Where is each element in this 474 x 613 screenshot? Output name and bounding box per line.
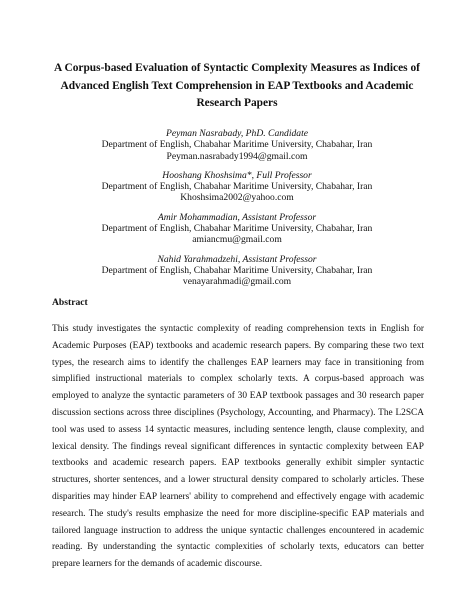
abstract-line: simplified instructional materials to complex scholarly texts. A corpus-based approach was <box>52 374 424 385</box>
author-block <box>40 170 434 204</box>
author-name: Peyman Nasrabady, PhD. Candidate <box>165 128 309 139</box>
abstract-line: employed to analyze the syntactic parameters of 30 EAP textbook passages and 30 research paper <box>52 391 424 402</box>
author-block <box>40 128 434 162</box>
abstract-line: structures, shorter sentences, and a lower structural density compared to scholarly articles. These <box>52 475 424 486</box>
author-affiliation: Department of English, Chabahar Maritime University, Chabahar, Iran <box>101 139 373 151</box>
abstract-body <box>52 321 424 573</box>
abstract-line: lexical density. The findings reveal significant differences in syntactic complexity between EAP <box>52 441 424 452</box>
abstract-line: disparities may hinder EAP learners' ability to comprehend and effectively engage with academic <box>52 491 424 502</box>
author-email: amiancmu@gmail.com <box>192 234 282 246</box>
author-name: Nahid Yarahmadzehi, Assistant Professor <box>157 253 317 265</box>
title-line: Advanced English Text Comprehension in EAP Textbooks and Academic <box>60 79 414 92</box>
author-name: Amir Mohammadian, Assistant Professor <box>157 211 317 223</box>
author-block <box>40 212 434 246</box>
author-email: venayarahmadi@gmail.com <box>182 276 292 288</box>
paper-title <box>40 60 434 113</box>
abstract-line: research. The study's results emphasize the need for more discipline-specific EAP materials and <box>52 508 424 519</box>
abstract-line: discussion sections across three disciplines (Psychology, Accounting, and Pharmacy). The L2SCA <box>52 407 424 418</box>
author-list <box>40 128 434 296</box>
abstract-line: This study investigates the syntactic complexity of reading comprehension texts in English for <box>52 324 424 334</box>
author-affiliation: Department of English, Chabahar Maritime University, Chabahar, Iran <box>101 264 373 276</box>
abstract-line: tailored language instruction to address the unique syntactic challenges encountered in academic <box>52 525 424 536</box>
abstract-line: prepare learners for the demands of academic discourse. <box>52 559 263 570</box>
title-line: Research Papers <box>196 97 278 109</box>
abstract-line: reading. By understanding the syntactic complexities of scholarly texts, educators can better <box>52 542 424 553</box>
abstract-line: Academic Purposes (EAP) textbooks and academic research papers. By comparing these two text <box>52 340 424 351</box>
author-email: Khoshsima2002@yahoo.com <box>180 192 294 204</box>
author-email: Peyman.nasrabady1994@gmail.com <box>166 150 308 162</box>
author-block <box>40 254 434 288</box>
author-name: Hooshang Khoshsima*, Full Professor <box>162 169 312 181</box>
abstract-heading: Abstract <box>52 297 88 308</box>
abstract-line: textbooks and academic research papers. EAP textbooks generally exhibit simpler syntactic <box>52 458 424 469</box>
abstract-line: types, the research aims to identify the challenges EAP learners may face in transitioning from <box>52 357 424 368</box>
author-affiliation: Department of English, Chabahar Maritime University, Chabahar, Iran <box>101 181 373 193</box>
abstract-line: tool was used to assess 14 syntactic measures, including sentence length, clause complexity, and <box>52 424 424 435</box>
author-affiliation: Department of English, Chabahar Maritime University, Chabahar, Iran <box>101 223 373 235</box>
title-line: A Corpus-based Evaluation of Syntactic Complexity Measures as Indices of <box>54 62 420 74</box>
